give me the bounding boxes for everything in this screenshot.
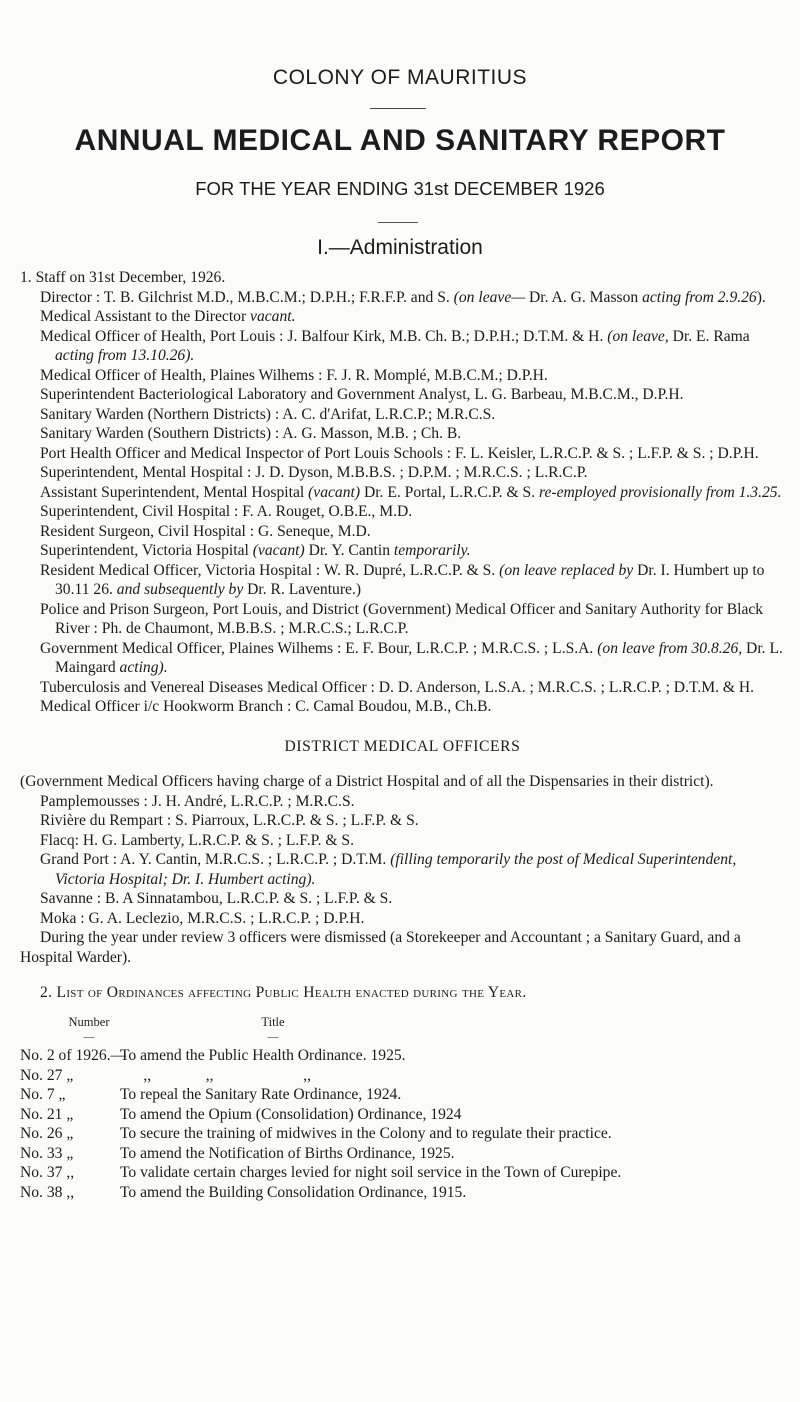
dismissals-note: During the year under review 3 officers were dismissed (a Storekeeper and Accountant ; a Sanitary Guard, and a Hospital Warder). [20,929,741,966]
staff-warden-south: Sanitary Warden (Southern Districts) : A. G. Masson, M.B. ; Ch. B. [40,425,462,442]
staff-port-health: Port Health Officer and Medical Inspector of Port Louis Schools : F. L. Keisler, L.R.C.P. & S. ; L.F.P. & S. ; D.P.H. [40,444,759,462]
staff-police-surgeon: Police and Prison Surgeon, Port Louis, and District (Government) Medical Officer and Sanitary Authority for Black River : Ph. de Chaumont, M.B.B.S. ; M.R.C.S.; L.R.C.P. [40,600,764,637]
district-riviere: Rivière du Rempart : S. Piarroux, L.R.C.P. & S. ; L.F.P. & S. [40,812,419,829]
table-row: No. 26 „ To secure the training of midwives in the Colony and to regulate their practice. [20,1125,612,1142]
table-row: No. 7 „ To repeal the Sanitary Rate Ordinance, 1924. [20,1086,402,1103]
district-intro: (Government Medical Officers having charge of a District Hospital and of all the Dispensaries in their district). [20,773,714,790]
ordinances-header-rule: — — [83,1031,279,1043]
staff-hookworm: Medical Officer i/c Hookworm Branch : C. Camal Boudou, M.B., Ch.B. [40,698,492,715]
ordinances-heading: 2. List of Ordinances affecting Public Health enacted during the Year. [40,984,527,1001]
colony-heading: COLONY OF MAURITIUS [272,66,528,89]
table-row: No. 37 ,, To validate certain charges levied for night soil service in the Town of Curepipe. [20,1164,622,1181]
section-heading: I.—Administration [317,236,483,259]
staff-mental-assistant: Assistant Superintendent, Mental Hospital (vacant) Dr. E. Portal, L.R.C.P. & S. re-employed provisionally from 1.3.25. [40,483,782,501]
column-title: Title [261,1014,285,1029]
staff-intro: 1. Staff on 31st December, 1926. [20,269,226,286]
district-pamplemousses: Pamplemousses : J. H. André, L.R.C.P. ; M.R.C.S. [40,792,355,810]
staff-moh-plaines: Medical Officer of Health, Plaines Wilhems : F. J. R. Momplé, M.B.C.M.; D.P.H. [40,366,548,384]
table-row: No. 27 „ ,, ,, ,, [20,1066,312,1084]
subtitle-divider [378,222,418,223]
staff-civil-surgeon: Resident Surgeon, Civil Hospital : G. Seneque, M.D. [40,522,371,540]
report-title: ANNUAL MEDICAL AND SANITARY REPORT [74,124,726,157]
district-savanne: Savanne : B. A Sinnatambou, L.R.C.P. & S. ; L.F.P. & S. [40,890,393,907]
district-grand-port: Grand Port : A. Y. Cantin, M.R.C.S. ; L.R.C.P. ; D.T.M. (filling temporarily the post of Medical Superintendent, Victoria Hospital; Dr. I. Humbert acting). [40,851,737,888]
table-row: No. 33 „ To amend the Notification of Births Ordinance, 1925. [20,1144,455,1162]
staff-civil-super: Superintendent, Civil Hospital : F. A. Rouget, O.B.E., M.D. [40,503,413,520]
staff-bacteriological: Superintendent Bacteriological Laboratory and Government Analyst, L. G. Barbeau, M.B.C.M., D.P.H. [40,386,684,403]
table-row: No. 21 „ To amend the Opium (Consolidation) Ordinance, 1924 [20,1105,462,1123]
district-heading: DISTRICT MEDICAL OFFICERS [284,737,521,755]
staff-tb-officer: Tuberculosis and Venereal Diseases Medical Officer : D. D. Anderson, L.S.A. ; M.R.C.S. ; L.R.C.P. ; D.T.M. & H. [40,678,755,696]
staff-mental-super: Superintendent, Mental Hospital : J. D. Dyson, M.B.B.S. ; D.P.M. ; M.R.C.S. ; L.R.C.P. [40,464,588,481]
staff-victoria-rmo: Resident Medical Officer, Victoria Hospital : W. R. Dupré, L.R.C.P. & S. (on leave replaced by Dr. I. Humbert up to 30.11 26. and subsequently by Dr. R. Laventure.) [40,561,765,598]
district-moka: Moka : G. A. Leclezio, M.R.C.S. ; L.R.C.P. ; D.P.H. [40,909,365,927]
staff-govt-mo-plaines: Government Medical Officer, Plaines Wilhems : E. F. Bour, L.R.C.P. ; M.R.C.S. ; L.S.A. (on leave from 30.8.26, Dr. L. Maingard acting). [40,639,783,676]
table-row: No. 2 of 1926.— To amend the Public Health Ordinance. 1925. [20,1047,406,1064]
header-divider [370,108,426,109]
report-body [20,268,785,1202]
staff-warden-north: Sanitary Warden (Northern Districts) : A. C. d'Arifat, L.R.C.P.; M.R.C.S. [40,405,496,423]
column-number: Number [68,1014,110,1029]
staff-medical-assistant: Medical Assistant to the Director vacant. [40,308,296,325]
staff-director: Director : T. B. Gilchrist M.D., M.B.C.M.; D.P.H.; F.R.F.P. and S. (on leave— Dr. A. G. Masson acting from 2.9.26). [40,288,766,306]
district-flacq: Flacq: H. G. Lamberty, L.R.C.P. & S. ; L.F.P. & S. [40,831,354,849]
table-row: No. 38 ,, To amend the Building Consolidation Ordinance, 1915. [20,1183,467,1201]
staff-moh-port-louis: Medical Officer of Health, Port Louis : J. Balfour Kirk, M.B. Ch. B.; D.P.H.; D.T.M. & H. (on leave, Dr. E. Rama acting from 13.10.26). [40,327,750,364]
ordinances-column-headers [20,1013,785,1033]
report-subtitle: FOR THE YEAR ENDING 31st DECEMBER 1926 [195,178,605,199]
staff-victoria-super: Superintendent, Victoria Hospital (vacant) Dr. Y. Cantin temporarily. [40,542,471,559]
